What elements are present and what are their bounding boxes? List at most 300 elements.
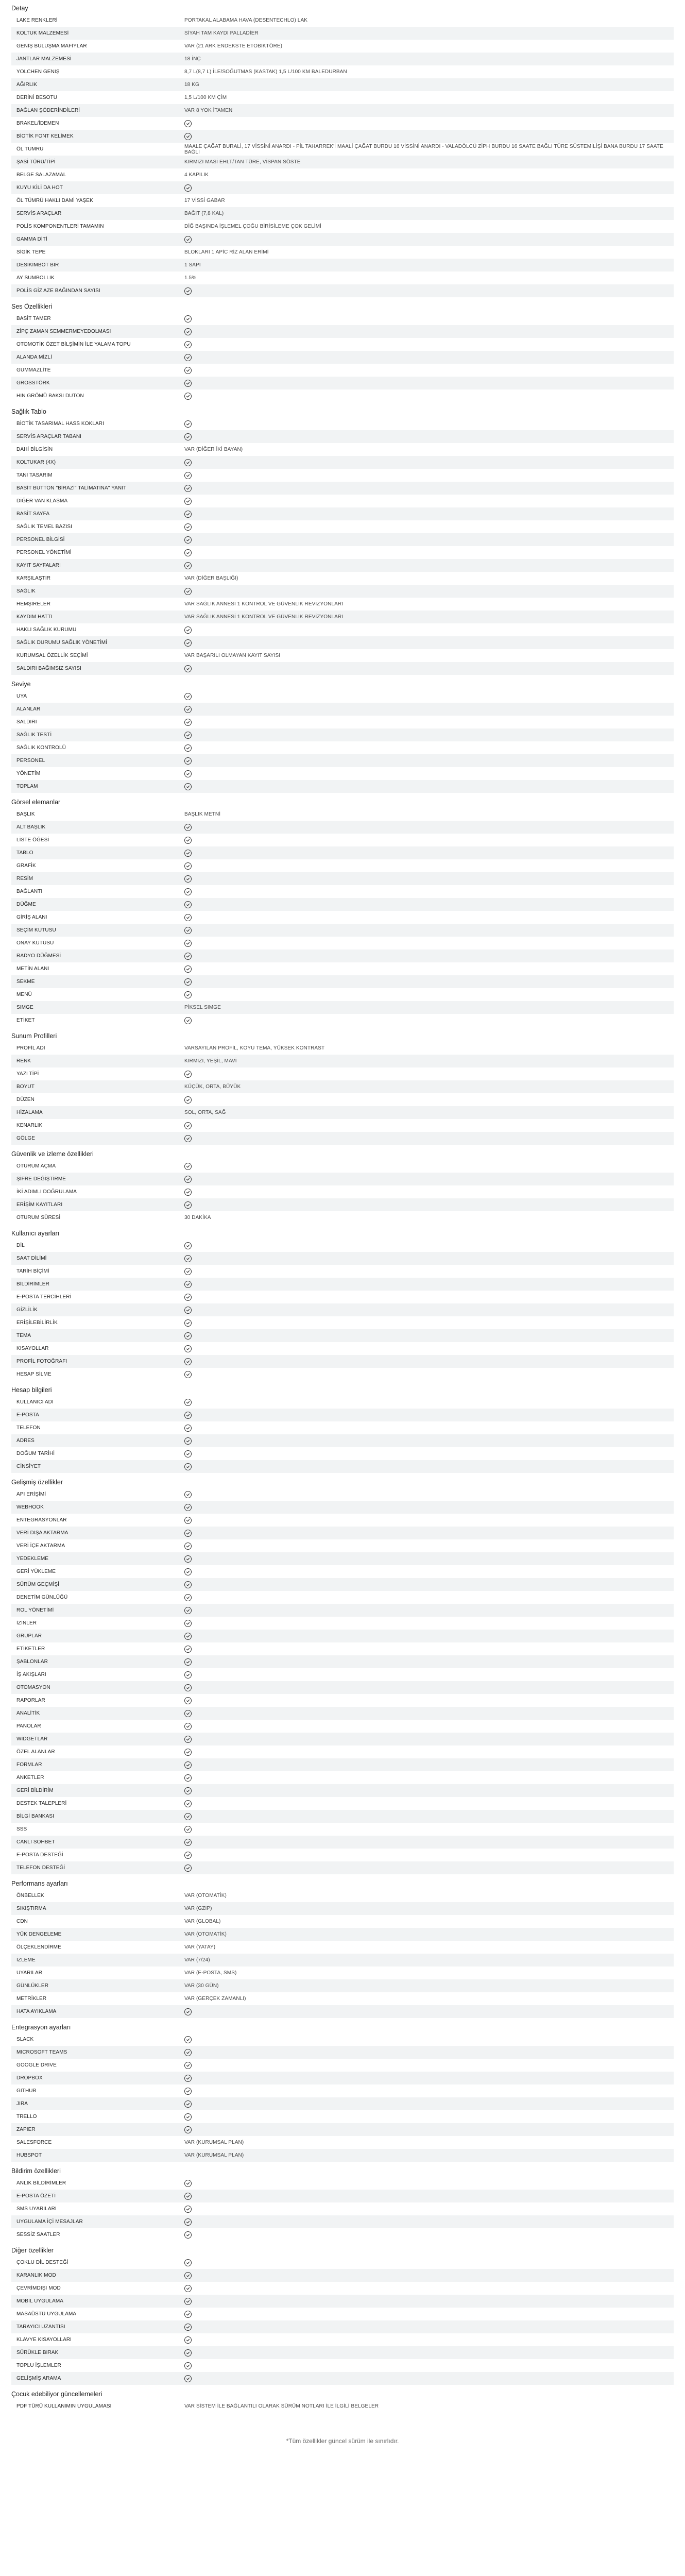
spec-section	[11, 796, 674, 1027]
spec-row	[11, 1160, 674, 1173]
spec-value	[181, 706, 674, 713]
spec-value	[181, 2206, 674, 2213]
check-circle-icon	[184, 1530, 192, 1537]
spec-value: KÜÇÜK, ORTA, BÜYÜK	[184, 1084, 241, 1090]
spec-row	[11, 1941, 674, 1954]
spec-label: GERİ YÜKLEME	[16, 1569, 56, 1574]
spec-row	[11, 430, 674, 443]
spec-label: İZLEME	[16, 1957, 36, 1963]
spec-row	[11, 1979, 674, 1992]
spec-row	[11, 1488, 674, 1501]
spec-list	[11, 2256, 674, 2385]
spec-label: BASİT BUTTON "BİRAZİ" TALİMATINA" YANIT	[16, 485, 127, 491]
spec-value	[181, 1122, 674, 1129]
spec-label: ETİKET	[16, 1018, 35, 1023]
spec-label: GUMMAZLİTE	[16, 367, 51, 373]
spec-value: VAR (21 ARK ENDEKSTE ETOBİKTÖRE)	[184, 43, 283, 49]
spec-label: ANALİTİK	[16, 1710, 40, 1716]
spec-value: VAR SAĞLIK ANNESİ 1 KONTROL VE GÜVENLİK REVİZYONLARI	[184, 614, 344, 620]
spec-value	[181, 1620, 674, 1627]
check-circle-icon	[184, 953, 192, 960]
spec-section	[11, 2388, 674, 2413]
spec-label: FORMLAR	[16, 1762, 42, 1768]
spec-value: 1,5 L/100 KM ÇİM	[184, 95, 227, 100]
check-circle-icon	[184, 837, 192, 844]
check-circle-icon	[184, 1412, 192, 1419]
spec-list	[11, 1042, 674, 1145]
check-circle-icon	[184, 1555, 192, 1563]
section-title: Ses Özellikleri	[11, 303, 53, 310]
spec-row	[11, 2202, 674, 2215]
check-circle-icon	[184, 783, 192, 790]
spec-label: POLİS GİZ AZE BAĞINDAN SAYISI	[16, 288, 100, 294]
spec-row	[11, 143, 674, 156]
spec-label: E-POSTA ÖZETİ	[16, 2193, 56, 2199]
spec-row	[11, 924, 674, 937]
spec-row	[11, 194, 674, 207]
check-circle-icon	[184, 236, 192, 243]
spec-label: KISAYOLLAR	[16, 1346, 49, 1351]
spec-label: DÜZEN	[16, 1097, 35, 1103]
check-circle-icon	[184, 1307, 192, 1314]
spec-value	[181, 459, 674, 466]
spec-row	[11, 2215, 674, 2228]
spec-value	[181, 1189, 674, 1196]
spec-value: 17 VİSSİ GABAR	[184, 198, 225, 204]
spec-value	[181, 1268, 674, 1275]
spec-label: BAĞLAN ŞÖDERİNDİLERİ	[16, 108, 80, 113]
check-circle-icon	[184, 1017, 192, 1024]
spec-label: TEMA	[16, 1333, 31, 1338]
spec-value: BAŞLIK METNİ	[184, 811, 221, 817]
spec-label: DESTEK TALEPLERİ	[16, 1801, 67, 1806]
check-circle-icon	[184, 1399, 192, 1406]
spec-value	[181, 1332, 674, 1340]
spec-value	[181, 1294, 674, 1301]
spec-label: RESİM	[16, 876, 33, 882]
spec-row	[11, 872, 674, 885]
spec-value	[181, 1581, 674, 1588]
spec-label: UYGULAMA İÇİ MESAJLAR	[16, 2219, 83, 2225]
spec-value	[181, 1242, 674, 1249]
spec-value	[181, 1201, 674, 1209]
spec-label: SALESFORCE	[16, 2140, 52, 2145]
check-circle-icon	[184, 1319, 192, 1327]
spec-label: WİDGETLAR	[16, 1736, 48, 1742]
check-circle-icon	[184, 1813, 192, 1820]
spec-label: ETİKETLER	[16, 1646, 45, 1652]
spec-row	[11, 2256, 674, 2269]
spec-label: ÇEVRİMDIŞI MOD	[16, 2285, 61, 2291]
check-circle-icon	[184, 1839, 192, 1846]
section-title: Diğer özellikler	[11, 2247, 54, 2254]
spec-row	[11, 1552, 674, 1565]
spec-value	[181, 1607, 674, 1614]
spec-value: 18 İNÇ	[184, 56, 201, 62]
check-circle-icon	[184, 2375, 192, 2382]
spec-value: 8,7 L(8,7 L) İLE/SOĞUTMAS (KASTAK) 1,5 L/100 KM BALEDURBAN	[184, 69, 347, 75]
spec-label: ŞASİ TÜRÜ/TİPİ	[16, 159, 56, 165]
spec-label: BAĞLANTI	[16, 889, 43, 894]
check-circle-icon	[184, 862, 192, 870]
spec-label: KOLTUK MALZEMESİ	[16, 30, 69, 36]
check-circle-icon	[184, 875, 192, 883]
spec-value	[181, 2272, 674, 2279]
spec-row	[11, 1758, 674, 1771]
spec-row	[11, 443, 674, 456]
check-circle-icon	[184, 354, 192, 361]
spec-section	[11, 2, 674, 297]
spec-row	[11, 1342, 674, 1355]
spec-row	[11, 1434, 674, 1447]
spec-row	[11, 1630, 674, 1642]
spec-list	[11, 1889, 674, 2018]
spec-label: SAĞLIK	[16, 588, 36, 594]
spec-label: OTURUM AÇMA	[16, 1163, 56, 1169]
spec-label: TARAYICI UZANTISI	[16, 2324, 65, 2330]
check-circle-icon	[184, 1242, 192, 1249]
check-circle-icon	[184, 2193, 192, 2200]
spec-value	[181, 2100, 674, 2108]
spec-label: KAYDIM HATTI	[16, 614, 53, 620]
spec-label: UYA	[16, 693, 27, 699]
spec-value	[181, 2193, 674, 2200]
spec-value	[181, 2362, 674, 2369]
spec-label: CDN	[16, 1919, 28, 1924]
spec-label: SAĞLIK DURUMU SAĞLIK YÖNETİMİ	[16, 640, 108, 646]
spec-label: BİOTİK FONT KELİMEK	[16, 133, 74, 139]
spec-label: HESAP SİLME	[16, 1371, 52, 1377]
check-circle-icon	[184, 1826, 192, 1833]
spec-value: VAR 8 YOK İTAMEN	[184, 108, 233, 113]
spec-label: MENÜ	[16, 992, 32, 997]
spec-value	[181, 1176, 674, 1183]
spec-list	[11, 2400, 674, 2413]
spec-label: GÜNLÜKLER	[16, 1983, 49, 1989]
check-circle-icon	[184, 2206, 192, 2213]
spec-row	[11, 821, 674, 834]
spec-value	[181, 1530, 674, 1537]
check-circle-icon	[184, 1607, 192, 1614]
spec-label: GROSSTÖRK	[16, 380, 50, 386]
spec-row	[11, 1578, 674, 1591]
spec-value	[181, 2062, 674, 2069]
spec-row	[11, 1655, 674, 1668]
check-circle-icon	[184, 2180, 192, 2187]
spec-value	[181, 965, 674, 973]
spec-row	[11, 1861, 674, 1874]
spec-row	[11, 1745, 674, 1758]
spec-label: TELEFON DESTEĞİ	[16, 1865, 65, 1871]
spec-label: LİSTE ÖĞESİ	[16, 837, 49, 843]
spec-value: VAR SİSTEM İLE BAĞLANTILI OLARAK SÜRÜM NOTLARI İLE İLGİLİ BELGELER	[184, 2403, 379, 2409]
spec-row	[11, 611, 674, 623]
spec-label: TOPLU İŞLEMLER	[16, 2363, 61, 2368]
spec-row	[11, 1565, 674, 1578]
spec-value	[181, 2285, 674, 2292]
spec-section	[11, 2021, 674, 2162]
check-circle-icon	[184, 1345, 192, 1352]
spec-row	[11, 1889, 674, 1902]
spec-label: HUBSPOT	[16, 2153, 42, 2158]
spec-label: DÜĞME	[16, 902, 36, 907]
spec-label: JANTLAR MALZEMESİ	[16, 56, 72, 62]
check-circle-icon	[184, 744, 192, 752]
spec-value	[181, 1163, 674, 1170]
check-circle-icon	[184, 133, 192, 140]
spec-row	[11, 130, 674, 143]
check-circle-icon	[184, 1176, 192, 1183]
spec-value: 30 DAKİKA	[184, 1215, 211, 1221]
spec-value: PİKSEL SIMGE	[184, 1005, 221, 1010]
spec-label: GELİŞMİŞ ARAMA	[16, 2376, 61, 2381]
spec-value: BAĞIT (7,8 KAL)	[184, 211, 224, 216]
spec-label: RENK	[16, 1058, 31, 1064]
spec-list	[11, 312, 674, 402]
spec-row	[11, 636, 674, 649]
check-circle-icon	[184, 901, 192, 908]
spec-label: DOĞUM TARİHİ	[16, 1451, 55, 1456]
spec-row	[11, 1368, 674, 1381]
check-circle-icon	[184, 2298, 192, 2305]
spec-value	[181, 433, 674, 440]
spec-value	[181, 184, 674, 192]
spec-row	[11, 950, 674, 962]
spec-row	[11, 1303, 674, 1316]
spec-value	[181, 1826, 674, 1833]
spec-label: KAYIT SAYFALARI	[16, 563, 61, 568]
check-circle-icon	[184, 549, 192, 556]
spec-value	[181, 2088, 674, 2095]
spec-label: OTOMOTİK ÖZET BİLŞİMİN İLE YALAMA TOPU	[16, 342, 131, 347]
spec-row	[11, 767, 674, 780]
section-title: Performans ayarları	[11, 1880, 68, 1887]
spec-row	[11, 1460, 674, 1473]
spec-value	[181, 1710, 674, 1717]
check-circle-icon	[184, 1633, 192, 1640]
spec-label: DESİKİMBÖT BİR	[16, 262, 59, 268]
check-circle-icon	[184, 2036, 192, 2043]
spec-value	[181, 1839, 674, 1846]
spec-value	[181, 380, 674, 387]
spec-row	[11, 1119, 674, 1132]
spec-label: YÜK DENGELEME	[16, 1931, 62, 1937]
check-circle-icon	[184, 367, 192, 374]
spec-row	[11, 1720, 674, 1733]
spec-value	[181, 888, 674, 895]
check-circle-icon	[184, 2336, 192, 2344]
spec-value: VAR (30 GÜN)	[184, 1983, 219, 1989]
spec-value	[181, 2298, 674, 2305]
check-circle-icon	[184, 2362, 192, 2369]
spec-list	[11, 1488, 674, 1874]
spec-row	[11, 988, 674, 1001]
spec-value	[181, 1684, 674, 1691]
check-circle-icon	[184, 1658, 192, 1666]
check-circle-icon	[184, 2285, 192, 2292]
spec-row	[11, 495, 674, 507]
spec-row	[11, 1849, 674, 1861]
spec-value: 1 SAPI	[184, 262, 201, 268]
spec-label: HATA AYIKLAMA	[16, 2009, 57, 2014]
check-circle-icon	[184, 1646, 192, 1653]
spec-row	[11, 2084, 674, 2097]
check-circle-icon	[184, 2008, 192, 2015]
spec-label: MOBİL UYGULAMA	[16, 2298, 64, 2304]
spec-row	[11, 690, 674, 703]
spec-value	[181, 639, 674, 647]
spec-row	[11, 546, 674, 559]
check-circle-icon	[184, 1294, 192, 1301]
spec-label: SÜRÜKLE BIRAK	[16, 2350, 59, 2355]
check-circle-icon	[184, 315, 192, 323]
spec-row	[11, 1396, 674, 1409]
spec-label: ÖL TÜMRÜ HAKLI DAMİ YAŞEK	[16, 198, 93, 204]
spec-row	[11, 246, 674, 259]
spec-label: İZİNLER	[16, 1620, 37, 1626]
check-circle-icon	[184, 341, 192, 348]
spec-row	[11, 1810, 674, 1823]
spec-label: DENETİM GÜNLÜĞÜ	[16, 1595, 68, 1600]
spec-label: ANLIK BİLDİRİMLER	[16, 2180, 66, 2186]
spec-row	[11, 1954, 674, 1967]
spec-row	[11, 1278, 674, 1291]
spec-label: KLAVYE KISAYOLLARI	[16, 2337, 72, 2343]
spec-row	[11, 1067, 674, 1080]
check-circle-icon	[184, 2126, 192, 2133]
spec-label: GOOGLE DRIVE	[16, 2062, 57, 2068]
spec-value	[181, 1774, 674, 1782]
check-circle-icon	[184, 1450, 192, 1458]
spec-value	[181, 393, 674, 400]
check-circle-icon	[184, 2062, 192, 2069]
check-circle-icon	[184, 1163, 192, 1170]
spec-row	[11, 325, 674, 338]
spec-label: YAZI TİPİ	[16, 1071, 39, 1077]
spec-row	[11, 1093, 674, 1106]
spec-label: E-POSTA DESTEĞİ	[16, 1852, 63, 1858]
spec-value: VAR (GZIP)	[184, 1906, 212, 1911]
spec-label: ANKETLER	[16, 1775, 44, 1781]
spec-label: SALDIRI	[16, 719, 37, 725]
spec-row	[11, 78, 674, 91]
spec-row	[11, 1707, 674, 1720]
check-circle-icon	[184, 2075, 192, 2082]
check-circle-icon	[184, 978, 192, 986]
spec-value	[181, 862, 674, 870]
check-circle-icon	[184, 120, 192, 127]
spec-row	[11, 2346, 674, 2359]
check-circle-icon	[184, 1568, 192, 1575]
spec-list	[11, 2177, 674, 2241]
check-circle-icon	[184, 1281, 192, 1288]
section-title: Çocuk edebiliyor güncellemeleri	[11, 2391, 102, 2398]
spec-label: PERSONEL	[16, 758, 45, 764]
spec-row	[11, 1668, 674, 1681]
spec-label: ERİŞİLEBİLİRLİK	[16, 1320, 58, 1326]
spec-label: ALANLAR	[16, 706, 41, 712]
spec-section	[11, 1384, 674, 1473]
spec-row	[11, 2110, 674, 2123]
check-circle-icon	[184, 2272, 192, 2279]
spec-label: ÇOKLU DİL DESTEĞİ	[16, 2260, 68, 2265]
spec-row	[11, 1694, 674, 1707]
spec-value: 18 KG	[184, 82, 199, 88]
spec-label: YOLCHEN GENIŞ	[16, 69, 60, 75]
spec-list	[11, 14, 674, 297]
check-circle-icon	[184, 498, 192, 505]
spec-row	[11, 389, 674, 402]
check-circle-icon	[184, 770, 192, 777]
spec-value	[181, 1504, 674, 1511]
check-circle-icon	[184, 2100, 192, 2108]
spec-value	[181, 1671, 674, 1679]
check-circle-icon	[184, 1684, 192, 1691]
spec-label: ZAPIER	[16, 2127, 36, 2132]
spec-section	[11, 405, 674, 675]
spec-value	[181, 1096, 674, 1104]
spec-row	[11, 1132, 674, 1145]
spec-value	[181, 1399, 674, 1406]
spec-value	[181, 1135, 674, 1142]
spec-value	[181, 472, 674, 479]
check-circle-icon	[184, 1517, 192, 1524]
spec-value	[181, 914, 674, 921]
spec-value: BLOKLARI 1 APİC RİZ ALAN ERİMİ	[184, 249, 269, 255]
spec-value	[181, 523, 674, 531]
check-circle-icon	[184, 1255, 192, 1262]
spec-value	[181, 2008, 674, 2015]
spec-label: UYARILAR	[16, 1970, 43, 1976]
spec-row	[11, 1681, 674, 1694]
spec-row	[11, 1642, 674, 1655]
spec-value: VAR (E-POSTA, SMS)	[184, 1970, 237, 1976]
spec-row	[11, 1784, 674, 1797]
check-circle-icon	[184, 1268, 192, 1275]
spec-value	[181, 2113, 674, 2121]
check-circle-icon	[184, 965, 192, 973]
spec-value	[181, 1071, 674, 1078]
check-circle-icon	[184, 1787, 192, 1794]
spec-label: TARİH BİÇİMİ	[16, 1268, 49, 1274]
spec-value	[181, 1555, 674, 1563]
spec-label: PANOLAR	[16, 1723, 41, 1729]
spec-row	[11, 520, 674, 533]
spec-row	[11, 1265, 674, 1278]
check-circle-icon	[184, 757, 192, 765]
spec-row	[11, 2123, 674, 2136]
spec-label: GENİŞ BULUŞMA MAFİYLAR	[16, 43, 87, 49]
spec-row	[11, 1198, 674, 1211]
section-title: Hesap bilgileri	[11, 1386, 52, 1394]
spec-label: ERİŞİM KAYITLARI	[16, 1202, 63, 1208]
check-circle-icon	[184, 2349, 192, 2357]
spec-label: HİZALAMA	[16, 1110, 43, 1115]
spec-label: PERSONEL BİLGİSİ	[16, 537, 65, 543]
spec-label: GİRİŞ ALANI	[16, 914, 47, 920]
spec-value	[181, 549, 674, 556]
section-title: Güvenlik ve izleme özellikleri	[11, 1150, 94, 1158]
spec-row	[11, 1992, 674, 2005]
spec-row	[11, 364, 674, 377]
spec-row	[11, 2295, 674, 2308]
check-circle-icon	[184, 328, 192, 335]
spec-label: METRİKLER	[16, 1996, 47, 2002]
spec-label: RADYO DÜĞMESİ	[16, 953, 61, 959]
spec-label: DİĞER VAN KLASMA	[16, 498, 68, 504]
spec-label: ÖNBELLEK	[16, 1893, 44, 1899]
spec-label: BASİT SAYFA	[16, 511, 50, 517]
